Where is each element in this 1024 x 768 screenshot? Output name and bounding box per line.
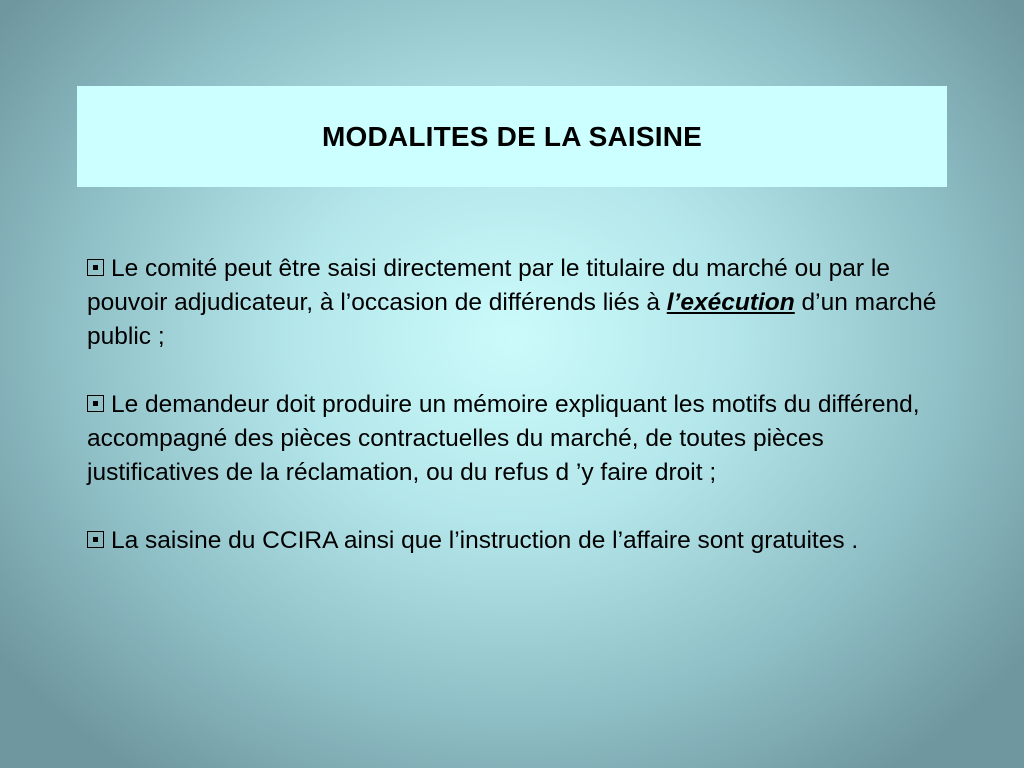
bullet-paragraph-3 [87, 524, 947, 558]
paragraph-2-text: Le demandeur doit produire un mémoire expliquant les motifs du différend, accompagné des pièces contractuelles du marché, de toutes pièces justificatives de la réclamation, ou du refus d ’y faire droit ; [87, 391, 920, 486]
boxed-dot-icon [87, 531, 104, 548]
slide-title: MODALITES DE LA SAISINE [321, 120, 703, 152]
paragraph-1-text-before: Le comité peut être saisi directement par le titulaire du marché ou par le pouvoir adjudicateur, à l’occasion de différends liés à [87, 255, 890, 316]
slide-content [87, 252, 947, 592]
boxed-dot-icon [87, 259, 104, 276]
paragraph-1-emphasis: l’exécution [666, 289, 795, 316]
paragraph-1-text-after: d’un marché public ; [87, 289, 937, 350]
title-box [77, 86, 947, 187]
bullet-paragraph-2 [87, 388, 947, 490]
bullet-paragraph-1 [87, 252, 947, 354]
boxed-dot-icon [87, 395, 104, 412]
paragraph-3-text: La saisine du CCIRA ainsi que l’instruction de l’affaire sont gratuites . [111, 527, 859, 554]
